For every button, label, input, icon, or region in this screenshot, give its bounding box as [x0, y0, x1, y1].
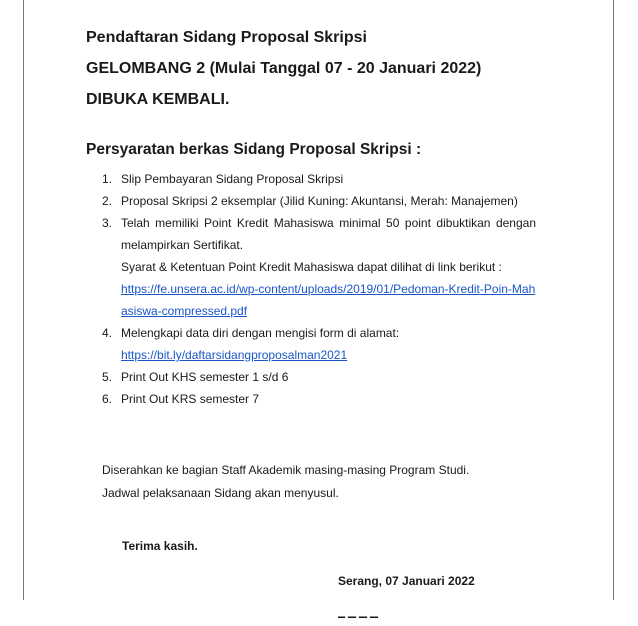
list-item-text: Print Out KRS semester 7 — [121, 392, 260, 406]
list-number: 4. — [102, 326, 113, 340]
heading-reopened: DIBUKA KEMBALI. — [86, 91, 230, 108]
list-item — [102, 388, 536, 410]
heading-wave: GELOMBANG 2 (Mulai Tanggal 07 - 20 Januari 2022) — [86, 60, 482, 77]
list-item — [102, 322, 536, 366]
list-item-note: Syarat & Ketentuan Point Kredit Mahasiswa dapat dilihat di link berikut : — [121, 260, 502, 274]
list-item — [102, 190, 536, 212]
list-item-text: Slip Pembayaran Sidang Proposal Skripsi — [121, 172, 344, 186]
requirements-title: Persyaratan berkas Sidang Proposal Skripsi : — [86, 141, 422, 158]
pdf-guideline-link[interactable]: https://fe.unsera.ac.id/wp-content/uploads/2019/01/Pedoman-Kredit-Poin-Mahasiswa-compressed.pdf — [121, 282, 536, 318]
heading-title: Pendaftaran Sidang Proposal Skripsi — [86, 29, 367, 46]
closing-line: Jadwal pelaksanaan Sidang akan menyusul. — [102, 486, 339, 500]
list-number: 5. — [102, 370, 113, 384]
page-frame-left — [23, 0, 24, 600]
list-number: 3. — [102, 216, 113, 230]
registration-form-link[interactable]: https://bit.ly/daftarsidangproposalman2021 — [121, 348, 348, 362]
list-item — [102, 168, 536, 190]
list-item-text: Melengkapi data diri dengan mengisi form di alamat: — [121, 326, 400, 340]
requirements-list — [102, 168, 536, 410]
list-item — [102, 366, 536, 388]
signature-block: ‾ ‾ ‾ ‾ — [338, 616, 377, 626]
page-frame-right — [613, 0, 614, 600]
closing-text — [102, 459, 542, 505]
list-item-text: Print Out KHS semester 1 s/d 6 — [121, 370, 289, 384]
list-number: 2. — [102, 194, 113, 208]
pdf-link-wrap — [121, 278, 536, 322]
closing-line: Diserahkan ke bagian Staff Akademik masing-masing Program Studi. — [102, 463, 470, 477]
thanks-text: Terima kasih. — [122, 539, 198, 553]
list-item-text: Telah memiliki Point Kredit Mahasiswa minimal 50 point dibuktikan dengan melampirkan Sertifikat. — [121, 216, 536, 252]
place-date: Serang, 07 Januari 2022 — [338, 574, 475, 588]
list-number: 6. — [102, 392, 113, 406]
list-item-text: Proposal Skripsi 2 eksemplar (Jilid Kuning: Akuntansi, Merah: Manajemen) — [121, 194, 518, 208]
list-number: 1. — [102, 172, 113, 186]
list-item — [102, 212, 536, 322]
